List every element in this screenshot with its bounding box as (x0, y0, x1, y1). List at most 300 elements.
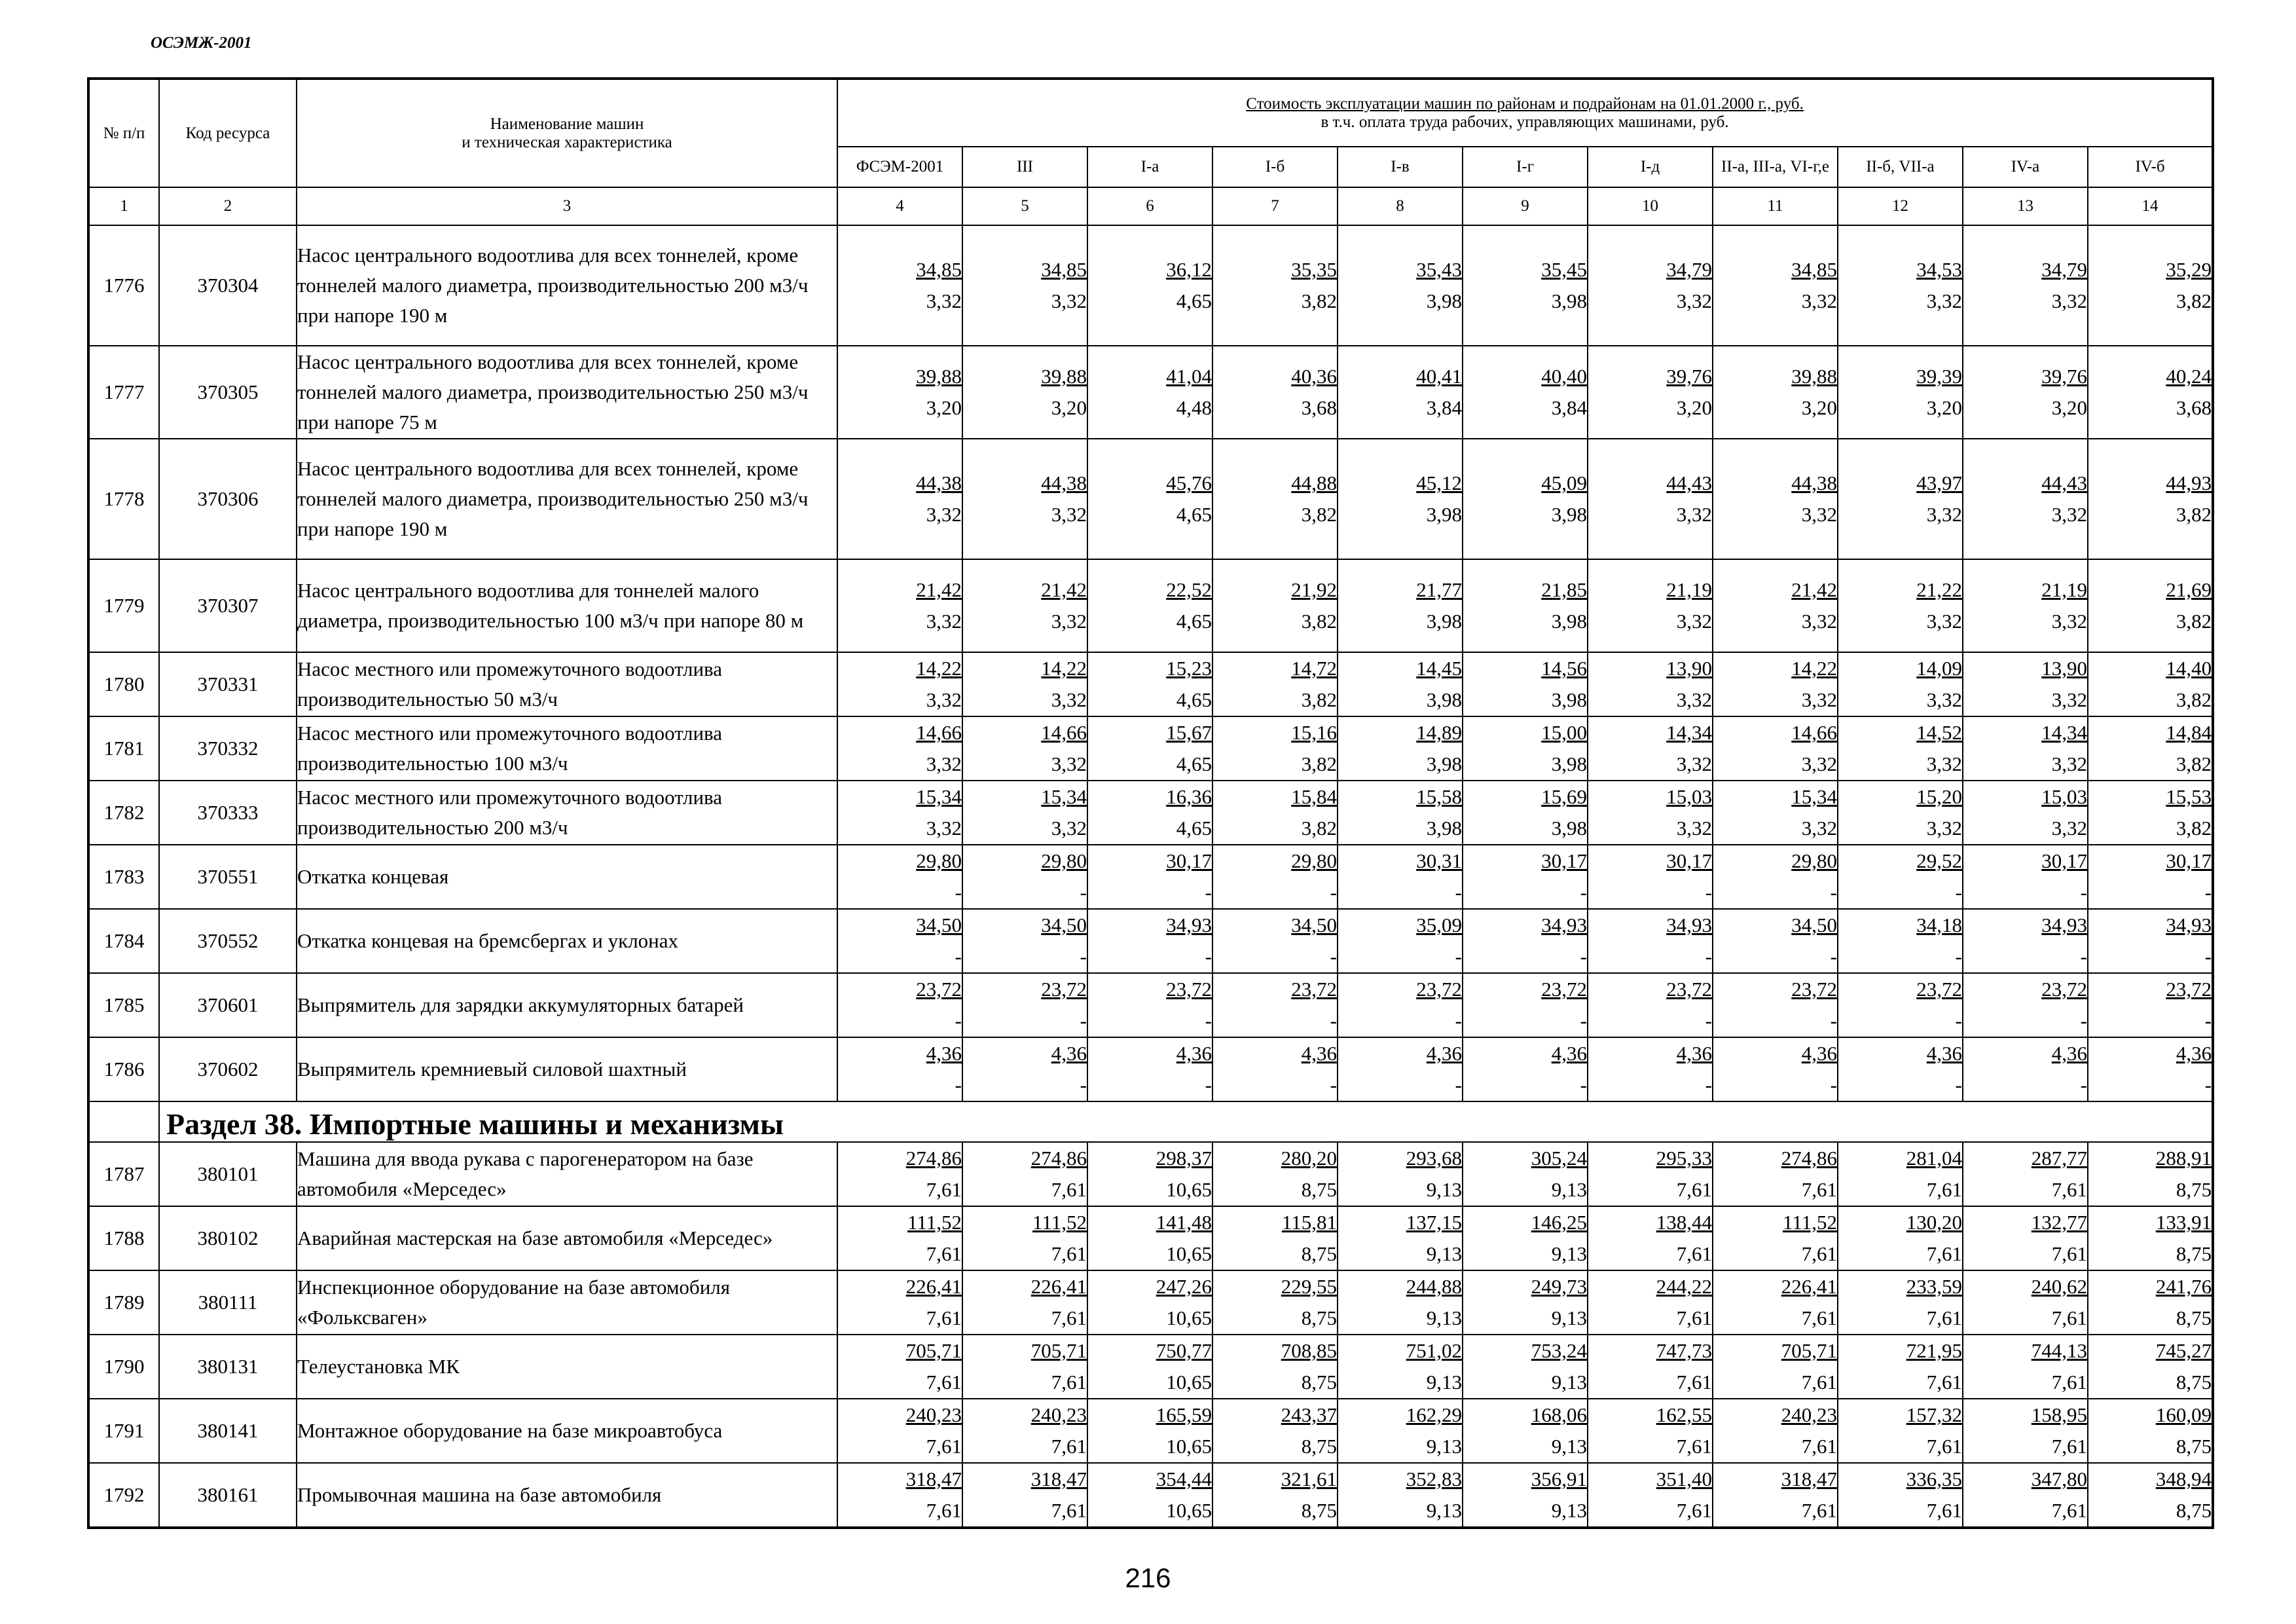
operating-cost-value: 45,12 (1416, 471, 1462, 494)
row-number: 1778 (88, 439, 159, 559)
labor-cost-value: 3,98 (1426, 610, 1462, 633)
operating-cost-value: 4,36 (1676, 1042, 1712, 1065)
cost-cell (1713, 781, 1838, 845)
cost-cell (1463, 845, 1588, 909)
labor-cost-value: 7,61 (1676, 1306, 1712, 1329)
operating-cost-value: 240,23 (905, 1403, 962, 1426)
resource-code: 380111 (159, 1270, 297, 1335)
row-number: 1790 (88, 1335, 159, 1399)
resource-code: 370306 (159, 439, 297, 559)
labor-cost-value: 3,32 (926, 610, 962, 633)
operating-cost-value: 30,31 (1416, 849, 1462, 872)
labor-cost-value: 3,82 (2176, 289, 2212, 312)
cost-cell (1338, 225, 1463, 346)
operating-cost-value: 4,36 (1051, 1042, 1087, 1065)
labor-cost-value: 3,98 (1426, 503, 1462, 526)
cost-cell (1087, 439, 1212, 559)
region-header-cell: I-в (1338, 147, 1463, 187)
labor-cost-value: - (1205, 881, 1212, 904)
cost-cell (1338, 1142, 1463, 1206)
cost-cell (1838, 909, 1963, 973)
resource-code: 380141 (159, 1399, 297, 1463)
machine-name: Насос местного или промежуточного водоотлива производительностью 200 м3/ч (297, 781, 837, 845)
labor-cost-value: 3,32 (2051, 752, 2087, 775)
cost-cell (1963, 1399, 2088, 1463)
cost-cell (1588, 1206, 1713, 1270)
cost-cell (1963, 652, 2088, 716)
labor-cost-value: 10,65 (1166, 1242, 1212, 1265)
row-number: 1788 (88, 1206, 159, 1270)
cost-cell (1338, 1399, 1463, 1463)
cost-cell (837, 1206, 962, 1270)
cost-cell (1212, 845, 1338, 909)
labor-cost-value: 3,98 (1551, 752, 1587, 775)
operating-cost-value: 168,06 (1531, 1403, 1587, 1426)
cost-cell (1463, 909, 1588, 973)
operating-cost-value: 4,36 (926, 1042, 962, 1065)
labor-cost-value: 7,61 (1926, 1499, 1962, 1522)
labor-cost-value: - (1830, 945, 1837, 968)
labor-cost-value: 4,65 (1176, 688, 1212, 711)
cost-cell (1588, 652, 1713, 716)
labor-cost-value: - (1455, 881, 1462, 904)
labor-cost-value: 8,75 (1301, 1371, 1337, 1393)
cost-cell (1087, 1206, 1212, 1270)
cost-cell (1338, 1463, 1463, 1528)
resource-code: 380102 (159, 1206, 297, 1270)
labor-cost-value: 7,61 (1051, 1435, 1087, 1458)
labor-cost-value: 7,61 (1676, 1435, 1712, 1458)
cost-cell (1963, 1270, 2088, 1335)
cost-cell (1588, 845, 1713, 909)
labor-cost-value: 8,75 (1301, 1435, 1337, 1458)
operating-cost-value: 35,29 (2166, 258, 2212, 281)
operating-cost-value: 21,92 (1291, 578, 1337, 601)
cost-cell (837, 845, 962, 909)
table-row (88, 559, 2213, 652)
labor-cost-value: - (1455, 1073, 1462, 1096)
operating-cost-value: 45,76 (1166, 471, 1212, 494)
cost-cell (1463, 1335, 1588, 1399)
labor-cost-value: - (2204, 1009, 2212, 1032)
labor-cost-value: 7,61 (1801, 1178, 1837, 1201)
cost-cell (1087, 909, 1212, 973)
labor-cost-value: - (1580, 1073, 1587, 1096)
labor-cost-value: 3,32 (1051, 503, 1087, 526)
operating-cost-value: 753,24 (1531, 1339, 1587, 1362)
labor-cost-value: 7,61 (1926, 1306, 1962, 1329)
row-number: 1782 (88, 781, 159, 845)
labor-cost-value: - (1955, 1009, 1962, 1032)
cost-cell (1713, 1270, 1838, 1335)
cost-cell (1087, 1270, 1212, 1335)
labor-cost-value: 3,32 (1676, 688, 1712, 711)
column-number-cell: 8 (1338, 187, 1463, 225)
operating-cost-value: 15,53 (2166, 785, 2212, 808)
cost-cell (1588, 716, 1713, 781)
labor-cost-value: 3,32 (2051, 289, 2087, 312)
cost-cell (1713, 845, 1838, 909)
table-row (88, 439, 2213, 559)
cost-cell (2088, 1399, 2213, 1463)
labor-cost-value: - (1330, 881, 1337, 904)
labor-cost-value: 3,32 (1801, 817, 1837, 840)
row-number: 1777 (88, 346, 159, 439)
cost-cell (2088, 652, 2213, 716)
labor-cost-value: 3,32 (2051, 503, 2087, 526)
operating-cost-value: 318,47 (1030, 1467, 1087, 1490)
cost-cell (1713, 439, 1838, 559)
table-row (88, 973, 2213, 1037)
table-row (88, 1463, 2213, 1528)
cost-cell (962, 439, 1087, 559)
region-header-cell: III (962, 147, 1087, 187)
cost-cell (1338, 973, 1463, 1037)
labor-cost-value: 3,98 (1426, 817, 1462, 840)
machine-name: Выпрямитель для зарядки аккумуляторных батарей (297, 973, 837, 1037)
labor-cost-value: - (955, 1073, 962, 1096)
cost-cell (837, 439, 962, 559)
labor-cost-value: 3,32 (1676, 752, 1712, 775)
resource-code: 370304 (159, 225, 297, 346)
operating-cost-value: 288,91 (2155, 1147, 2212, 1170)
labor-cost-value: - (2080, 1073, 2087, 1096)
operating-cost-value: 41,04 (1166, 365, 1212, 388)
cost-cell (1963, 1463, 2088, 1528)
labor-cost-value: 3,32 (926, 752, 962, 775)
section-header-row (88, 1101, 2213, 1142)
cost-cell (837, 559, 962, 652)
column-number-cell: 13 (1963, 187, 2088, 225)
operating-cost-value: 137,15 (1406, 1211, 1462, 1234)
cost-cell (1212, 716, 1338, 781)
cost-cell (2088, 1335, 2213, 1399)
labor-cost-value: 8,75 (2176, 1178, 2212, 1201)
operating-cost-value: 39,39 (1916, 365, 1962, 388)
labor-cost-value: - (2204, 881, 2212, 904)
labor-cost-value: 9,13 (1551, 1306, 1587, 1329)
resource-code: 370552 (159, 909, 297, 973)
operating-cost-value: 15,20 (1916, 785, 1962, 808)
operating-cost-value: 14,89 (1416, 721, 1462, 744)
cost-cell (1087, 346, 1212, 439)
cost-cell (1963, 845, 2088, 909)
cost-cell (1713, 1142, 1838, 1206)
operating-cost-value: 705,71 (905, 1339, 962, 1362)
resource-code: 370307 (159, 559, 297, 652)
region-header-cell: IV-а (1963, 147, 2088, 187)
labor-cost-value: - (1205, 1009, 1212, 1032)
cost-cell (1212, 1270, 1338, 1335)
cost-cell (837, 1037, 962, 1101)
operating-cost-value: 29,80 (1291, 849, 1337, 872)
operating-cost-value: 750,77 (1156, 1339, 1212, 1362)
operating-cost-value: 13,90 (2041, 657, 2087, 680)
column-number-cell: 5 (962, 187, 1087, 225)
labor-cost-value: - (1580, 881, 1587, 904)
operating-cost-value: 247,26 (1156, 1275, 1212, 1298)
operating-cost-value: 23,72 (916, 978, 962, 1001)
table-body-section-38 (88, 1142, 2213, 1528)
operating-cost-value: 14,84 (2166, 721, 2212, 744)
operating-cost-value: 36,12 (1166, 258, 1212, 281)
labor-cost-value: 3,32 (2051, 688, 2087, 711)
labor-cost-value: 10,65 (1166, 1178, 1212, 1201)
labor-cost-value: 3,84 (1551, 396, 1587, 419)
operating-cost-value: 132,77 (2031, 1211, 2087, 1234)
cost-cell (1463, 1270, 1588, 1335)
operating-cost-value: 14,09 (1916, 657, 1962, 680)
machine-name: Насос центрального водоотлива для всех тоннелей, кроме тоннелей малого диаметра, производительностью 250 м3/ч при напоре 75 м (297, 346, 837, 439)
machine-name: Откатка концевая на бремсбергах и уклонах (297, 909, 837, 973)
operating-cost-value: 34,93 (2041, 913, 2087, 936)
operating-cost-value: 30,17 (2166, 849, 2212, 872)
cost-cell (2088, 1037, 2213, 1101)
cost-cell (1338, 781, 1463, 845)
labor-cost-value: 7,61 (1676, 1499, 1712, 1522)
labor-cost-value: 8,75 (2176, 1242, 2212, 1265)
operating-cost-value: 14,56 (1541, 657, 1587, 680)
cost-cell (962, 1037, 1087, 1101)
operating-cost-value: 23,72 (1291, 978, 1337, 1001)
operating-cost-value: 347,80 (2031, 1467, 2087, 1490)
labor-cost-value: - (2080, 1009, 2087, 1032)
cost-cell (962, 1206, 1087, 1270)
operating-cost-value: 21,22 (1916, 578, 1962, 601)
operating-cost-value: 34,93 (1666, 913, 1712, 936)
operating-cost-value: 226,41 (1030, 1275, 1087, 1298)
cost-cell (1087, 225, 1212, 346)
operating-cost-value: 39,88 (916, 365, 962, 388)
operating-cost-value: 318,47 (905, 1467, 962, 1490)
operating-cost-value: 15,00 (1541, 721, 1587, 744)
operating-cost-value: 45,09 (1541, 471, 1587, 494)
table-row (88, 652, 2213, 716)
cost-cell (1588, 781, 1713, 845)
operating-cost-value: 4,36 (2051, 1042, 2087, 1065)
operating-cost-value: 29,52 (1916, 849, 1962, 872)
labor-cost-value: 3,32 (1051, 817, 1087, 840)
cost-cell (1838, 1270, 1963, 1335)
operating-cost-value: 39,88 (1791, 365, 1837, 388)
machine-name: Телеустановка МК (297, 1335, 837, 1399)
operating-cost-value: 111,52 (1783, 1211, 1837, 1234)
column-number-cell: 9 (1463, 187, 1588, 225)
labor-cost-value: 7,61 (2051, 1306, 2087, 1329)
operating-cost-value: 229,55 (1281, 1275, 1337, 1298)
labor-cost-value: 7,61 (2051, 1435, 2087, 1458)
region-header-cell: II-б, VII-а (1838, 147, 1963, 187)
operating-cost-value: 243,37 (1281, 1403, 1337, 1426)
cost-cell (1463, 716, 1588, 781)
cost-cell (1963, 346, 2088, 439)
column-number-cell: 11 (1713, 187, 1838, 225)
operating-cost-value: 39,76 (2041, 365, 2087, 388)
cost-cell (1588, 1037, 1713, 1101)
resource-code: 370331 (159, 652, 297, 716)
table-row (88, 225, 2213, 346)
operating-cost-value: 16,36 (1166, 785, 1212, 808)
labor-cost-value: 8,75 (2176, 1371, 2212, 1393)
labor-cost-value: 3,84 (1426, 396, 1462, 419)
labor-cost-value: 9,13 (1426, 1499, 1462, 1522)
cost-cell (1588, 909, 1713, 973)
operating-cost-value: 34,50 (1041, 913, 1087, 936)
operating-cost-value: 240,23 (1030, 1403, 1087, 1426)
cost-cell (1963, 1335, 2088, 1399)
resource-code: 380131 (159, 1335, 297, 1399)
operating-cost-value: 348,94 (2155, 1467, 2212, 1490)
labor-cost-value: 10,65 (1166, 1499, 1212, 1522)
labor-cost-value: - (1080, 1073, 1087, 1096)
labor-cost-value: - (1830, 1009, 1837, 1032)
cost-cell (1963, 781, 2088, 845)
operating-cost-value: 21,42 (916, 578, 962, 601)
operating-cost-value: 14,34 (1666, 721, 1712, 744)
operating-cost-value: 4,36 (1426, 1042, 1462, 1065)
operating-cost-value: 34,93 (1541, 913, 1587, 936)
cost-cell (962, 1270, 1087, 1335)
operating-cost-value: 162,29 (1406, 1403, 1462, 1426)
cost-cell (1212, 1335, 1338, 1399)
operating-cost-value: 4,36 (1926, 1042, 1962, 1065)
labor-cost-value: - (955, 945, 962, 968)
labor-cost-value: 3,98 (1551, 289, 1587, 312)
operating-cost-value: 14,40 (2166, 657, 2212, 680)
labor-cost-value: - (1205, 945, 1212, 968)
cost-cell (837, 781, 962, 845)
cost-cell (1838, 652, 1963, 716)
labor-cost-value: 7,61 (2051, 1242, 2087, 1265)
labor-cost-value: 3,68 (1301, 396, 1337, 419)
labor-cost-value: 3,82 (1301, 503, 1337, 526)
operating-cost-value: 34,85 (1791, 258, 1837, 281)
operating-cost-value: 13,90 (1666, 657, 1712, 680)
cost-cell (1963, 716, 2088, 781)
operating-cost-value: 133,91 (2155, 1211, 2212, 1234)
cost-cell (837, 716, 962, 781)
operating-cost-value: 274,86 (1030, 1147, 1087, 1170)
operating-cost-value: 281,04 (1906, 1147, 1962, 1170)
cost-cell (1713, 1399, 1838, 1463)
cost-cell (2088, 439, 2213, 559)
labor-cost-value: 3,32 (1926, 610, 1962, 633)
cost-cell (1212, 909, 1338, 973)
labor-cost-value: 9,13 (1426, 1371, 1462, 1393)
operating-cost-value: 21,42 (1791, 578, 1837, 601)
labor-cost-value: 3,32 (2051, 817, 2087, 840)
column-number-row (88, 187, 2213, 225)
labor-cost-value: 7,61 (1051, 1371, 1087, 1393)
labor-cost-value: 3,32 (1051, 610, 1087, 633)
cost-cell (1713, 1335, 1838, 1399)
cost-cell (1588, 225, 1713, 346)
cost-cell (2088, 845, 2213, 909)
operating-cost-value: 141,48 (1156, 1211, 1212, 1234)
table-row (88, 1270, 2213, 1335)
operating-cost-value: 351,40 (1656, 1467, 1712, 1490)
operating-cost-value: 15,23 (1166, 657, 1212, 680)
labor-cost-value: - (1705, 1009, 1712, 1032)
cost-cell (1838, 781, 1963, 845)
labor-cost-value: - (1080, 945, 1087, 968)
cost-cell (1087, 1335, 1212, 1399)
cost-cell (1963, 225, 2088, 346)
operating-cost-value: 44,38 (1791, 471, 1837, 494)
cost-cell (2088, 559, 2213, 652)
cost-cell (962, 652, 1087, 716)
operating-cost-value: 29,80 (1791, 849, 1837, 872)
operating-cost-value: 15,03 (2041, 785, 2087, 808)
operating-cost-value: 40,36 (1291, 365, 1337, 388)
operating-cost-value: 30,17 (1666, 849, 1712, 872)
labor-cost-value: 3,32 (1051, 688, 1087, 711)
cost-cell (1463, 1206, 1588, 1270)
cost-cell (1463, 973, 1588, 1037)
operating-cost-value: 356,91 (1531, 1467, 1587, 1490)
resource-code: 380161 (159, 1463, 297, 1528)
row-number: 1780 (88, 652, 159, 716)
cost-cell (1463, 225, 1588, 346)
labor-cost-value: 7,61 (1801, 1306, 1837, 1329)
cost-cell (962, 781, 1087, 845)
operating-cost-value: 39,88 (1041, 365, 1087, 388)
cost-cell (1087, 652, 1212, 716)
cost-cell (962, 1463, 1087, 1528)
operating-cost-value: 15,69 (1541, 785, 1587, 808)
cost-cell (1713, 1463, 1838, 1528)
column-number-cell: 6 (1087, 187, 1212, 225)
labor-cost-value: 9,13 (1551, 1242, 1587, 1265)
operating-cost-value: 34,93 (2166, 913, 2212, 936)
resource-code: 370305 (159, 346, 297, 439)
labor-cost-value: - (1080, 1009, 1087, 1032)
resource-code: 370551 (159, 845, 297, 909)
labor-cost-value: 7,61 (1676, 1371, 1712, 1393)
labor-cost-value: 7,61 (1676, 1242, 1712, 1265)
operating-cost-value: 15,34 (1791, 785, 1837, 808)
operating-cost-value: 336,35 (1906, 1467, 1962, 1490)
cost-cell (1838, 716, 1963, 781)
cost-cell (1338, 1335, 1463, 1399)
header-code: Код ресурса (159, 79, 297, 187)
labor-cost-value: 3,32 (1676, 817, 1712, 840)
resource-code: 370602 (159, 1037, 297, 1101)
operating-cost-value: 23,72 (1166, 978, 1212, 1001)
labor-cost-value: - (1830, 1073, 1837, 1096)
operating-cost-value: 40,40 (1541, 365, 1587, 388)
cost-cell (962, 1335, 1087, 1399)
table-row (88, 909, 2213, 973)
labor-cost-value: 3,32 (926, 688, 962, 711)
labor-cost-value: 3,32 (1926, 688, 1962, 711)
cost-cell (962, 1142, 1087, 1206)
machine-name: Откатка концевая (297, 845, 837, 909)
cost-cell (1838, 1463, 1963, 1528)
operating-cost-value: 35,35 (1291, 258, 1337, 281)
operating-cost-value: 34,85 (1041, 258, 1087, 281)
cost-cell (2088, 781, 2213, 845)
header-cost (837, 79, 2213, 147)
labor-cost-value: 4,65 (1176, 289, 1212, 312)
cost-cell (1838, 1037, 1963, 1101)
operating-cost-value: 747,73 (1656, 1339, 1712, 1362)
cost-cell (1338, 559, 1463, 652)
cost-cell (1588, 1270, 1713, 1335)
labor-cost-value: 3,82 (2176, 817, 2212, 840)
resource-code: 370332 (159, 716, 297, 781)
operating-cost-value: 274,86 (1781, 1147, 1837, 1170)
